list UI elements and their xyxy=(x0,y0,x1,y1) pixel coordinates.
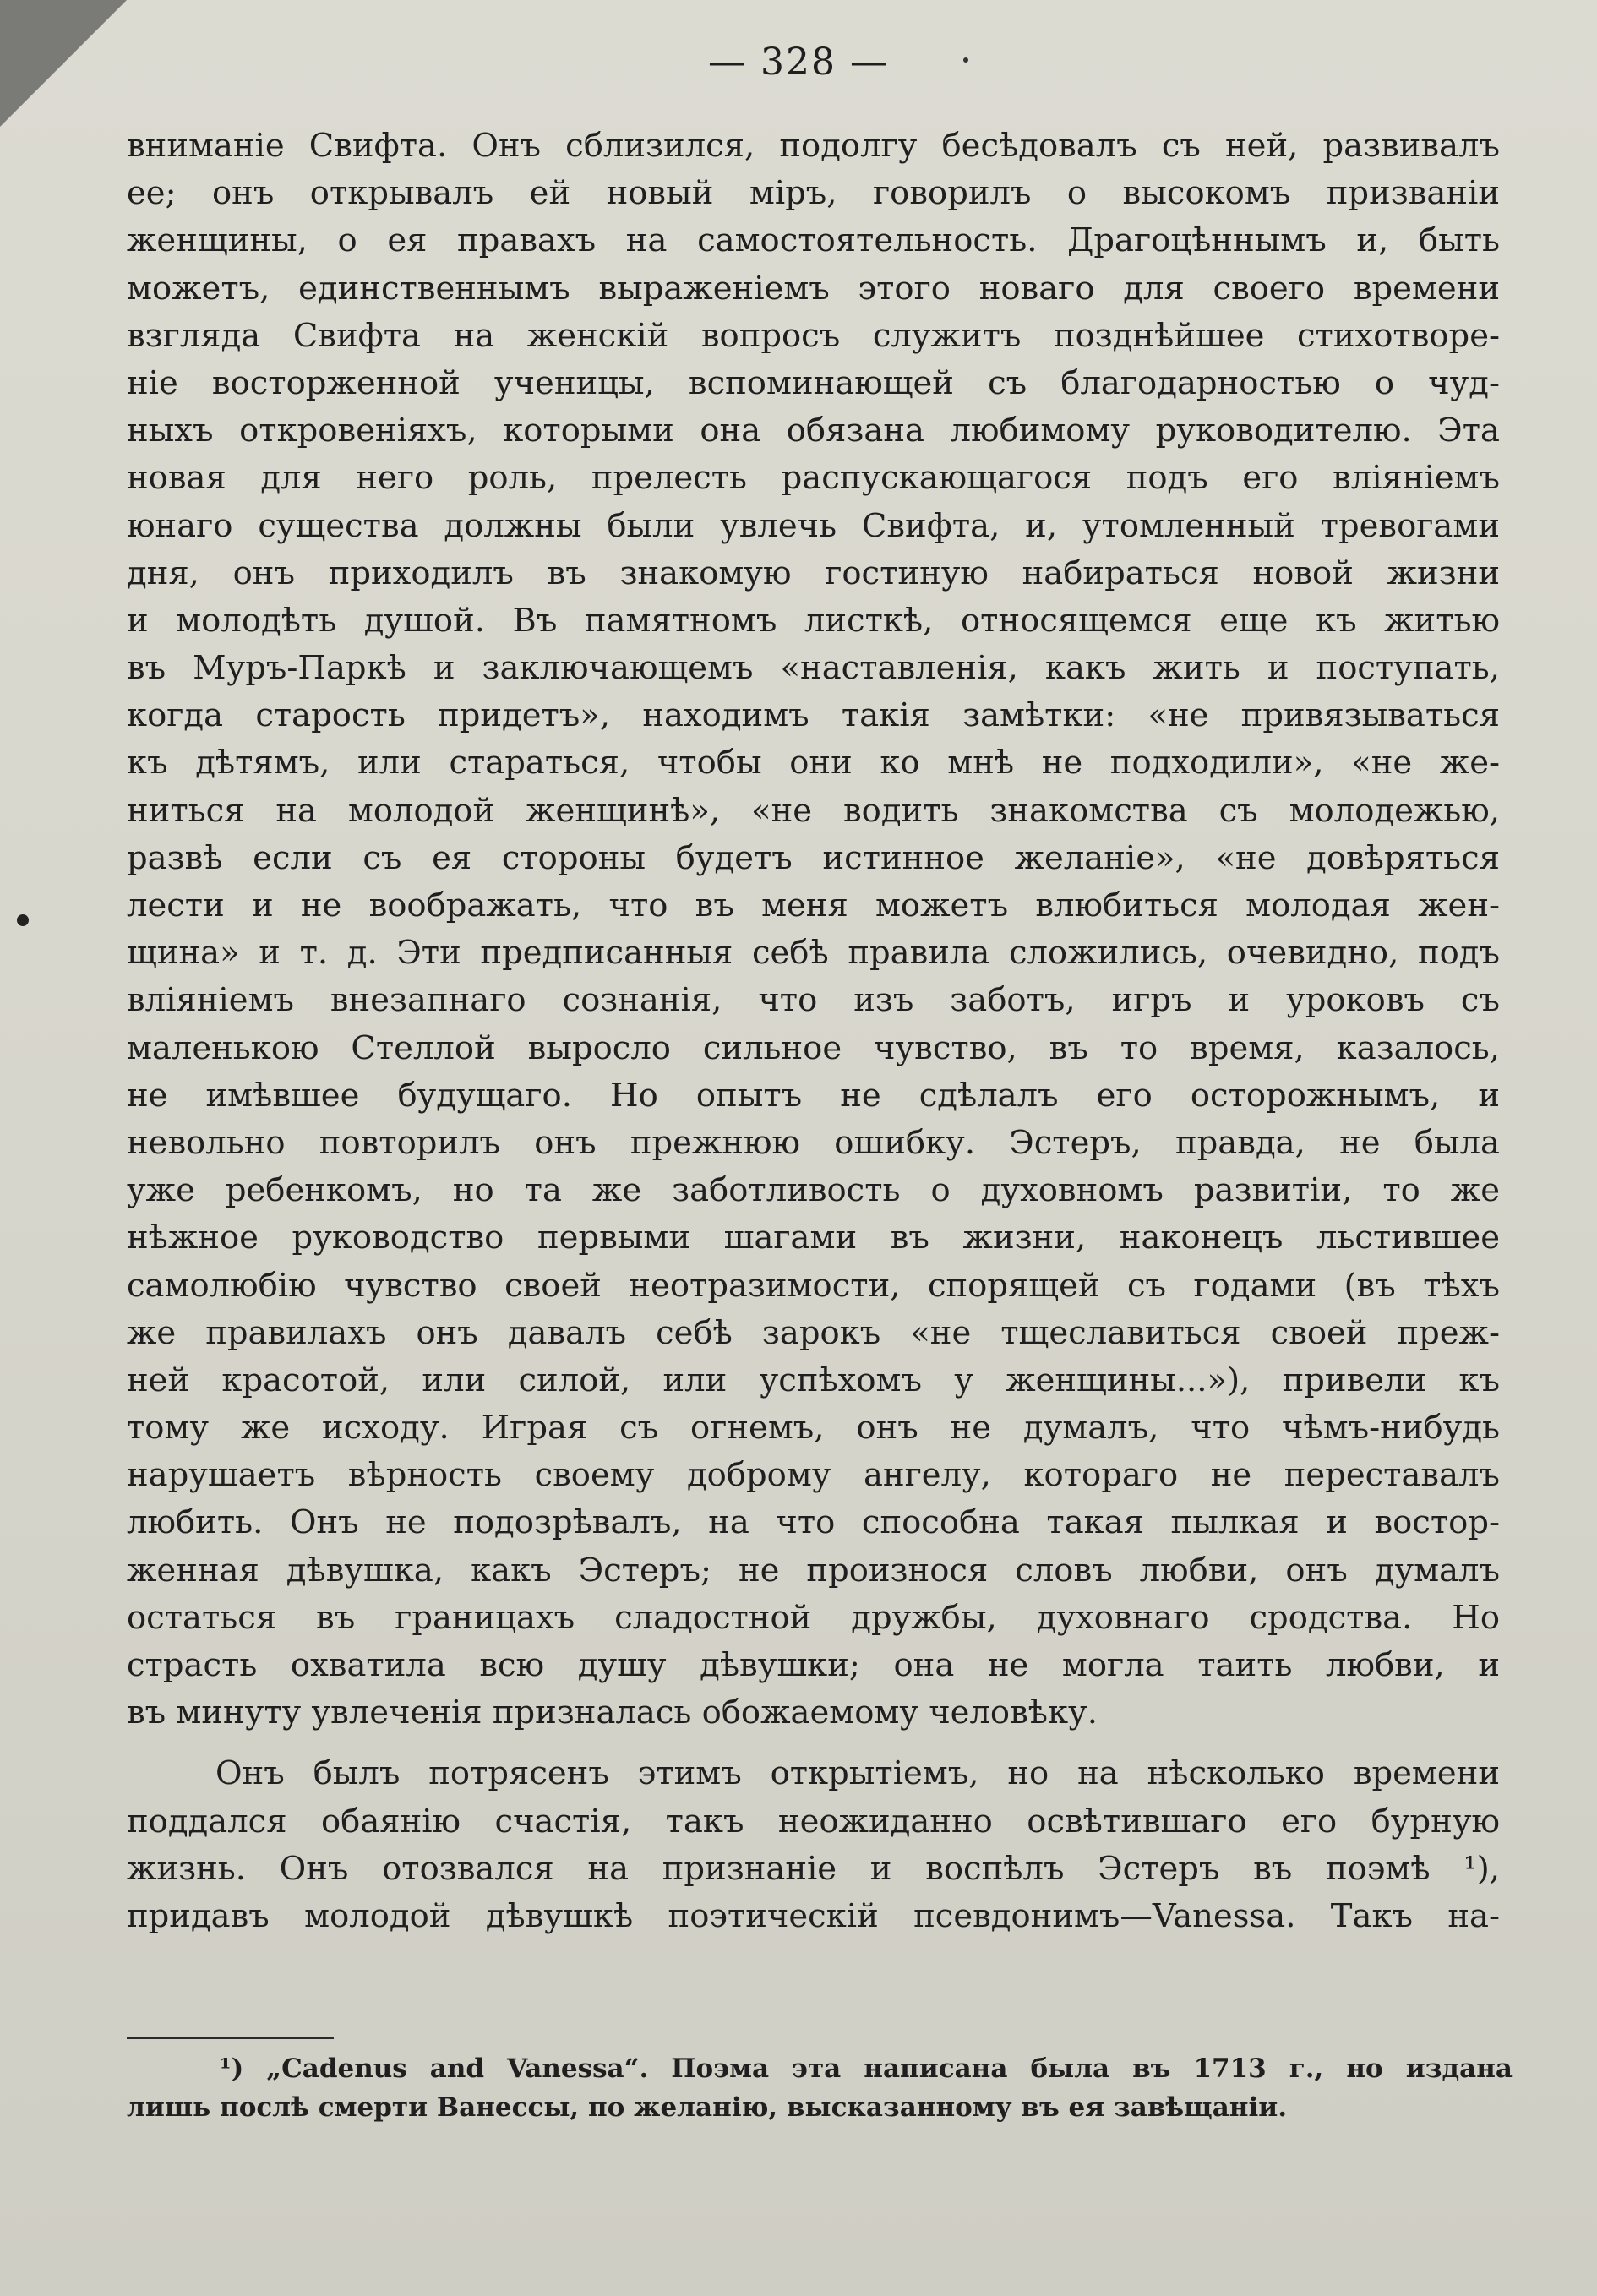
text-line: въ минуту увлеченія призналась обожаемому человѣку. xyxy=(127,1693,1098,1732)
text-line: жизнь. Онъ отозвался на признаніе и воспѣлъ Эстеръ въ поэмѣ ¹), xyxy=(127,1849,1500,1888)
text-line: придавъ молодой дѣвушкѣ поэтическій псевдонимъ—Vanessa. Такъ на- xyxy=(127,1896,1500,1935)
text-line: когда старость придетъ», находимъ такія замѣтки: «не привязываться xyxy=(127,696,1500,735)
text-line: уже ребенкомъ, но та же заботливость о духовномъ развитіи, то же xyxy=(127,1171,1500,1210)
text-line: не имѣвшее будущаго. Но опытъ не сдѣлалъ его осторожнымъ, и xyxy=(127,1076,1500,1115)
text-line: нѣжное руководство первыми шагами въ жизни, наконецъ льстившее xyxy=(127,1219,1500,1257)
paragraph-2 xyxy=(127,1750,1500,1940)
footnote xyxy=(127,2049,1513,2127)
text-line: нарушаетъ вѣрность своему доброму ангелу, котораго не переставалъ xyxy=(127,1456,1500,1495)
text-line: въ Муръ-Паркѣ и заключающемъ «наставленія, какъ жить и поступать, xyxy=(127,649,1500,688)
text-line: дня, онъ приходилъ въ знакомую гостиную набираться новой жизни xyxy=(127,554,1500,592)
text-line: юнаго существа должны были увлечь Свифта, и, утомленный тревогами xyxy=(127,506,1500,545)
text-line: и молодѣть душой. Въ памятномъ листкѣ, относящемся еще къ житью xyxy=(127,601,1500,640)
text-line: Онъ былъ потрясенъ этимъ открытіемъ, но на нѣсколько времени xyxy=(215,1754,1500,1793)
text-line: вліяніемъ внезапнаго сознанія, что изъ заботъ, игръ и уроковъ съ xyxy=(127,981,1500,1020)
text-line: щина» и т. д. Эти предписанныя себѣ правила сложились, очевидно, подъ xyxy=(127,934,1500,973)
footnote-line: ¹) „Cadenus and Vanessa“. Поэма эта написана была въ 1713 г., но издана xyxy=(220,2053,1513,2084)
footnote-divider xyxy=(127,2037,334,2039)
text-line: женщины, о ея правахъ на самостоятельность. Драгоцѣннымъ и, быть xyxy=(127,221,1500,260)
text-line: новая для него роль, прелесть распускающагося подъ его вліяніемъ xyxy=(127,459,1500,498)
text-line: маленькою Стеллой выросло сильное чувство, въ то время, казалось, xyxy=(127,1028,1500,1067)
text-line: невольно повторилъ онъ прежнюю ошибку. Эстеръ, правда, не была xyxy=(127,1123,1500,1162)
margin-ink-dot xyxy=(17,914,29,926)
text-line: взгляда Свифта на женскій вопросъ служитъ позднѣйшее стихотворе- xyxy=(127,316,1500,355)
page-number: — 328 — xyxy=(708,41,889,84)
text-line: ниться на молодой женщинѣ», «не водить знакомства съ молодежью, xyxy=(127,791,1500,830)
text-line: остаться въ границахъ сладостной дружбы, духовнаго сродства. Но xyxy=(127,1598,1500,1637)
text-line: развѣ если съ ея стороны будетъ истинное желаніе», «не довѣряться xyxy=(127,838,1500,877)
text-line: женная дѣвушка, какъ Эстеръ; не произнося словъ любви, онъ думалъ xyxy=(127,1551,1500,1590)
text-line: ніе восторженной ученицы, вспоминающей съ благодарностью о чуд- xyxy=(127,363,1500,402)
text-line: вниманіе Свифта. Онъ сблизился, подолгу бесѣдовалъ съ ней, развивалъ xyxy=(127,127,1500,165)
text-line: ныхъ откровеніяхъ, которыми она обязана любимому руководителю. Эта xyxy=(127,412,1500,450)
text-line: любить. Онъ не подозрѣвалъ, на что способна такая пылкая и востор- xyxy=(127,1503,1500,1542)
text-line: лести и не воображать, что въ меня можетъ влюбиться молодая жен- xyxy=(127,886,1500,924)
footnote-line: лишь послѣ смерти Ванессы, по желанію, высказанному въ ея завѣщаніи. xyxy=(127,2092,1288,2123)
text-line: страсть охватила всю душу дѣвушки; она не могла таить любви, и xyxy=(127,1646,1500,1684)
text-line: къ дѣтямъ, или стараться, чтобы они ко мнѣ не подходили», «не же- xyxy=(127,744,1500,783)
text-line: тому же исходу. Играя съ огнемъ, онъ не думалъ, что чѣмъ-нибудь xyxy=(127,1409,1500,1448)
text-line: же правилахъ онъ давалъ себѣ зарокъ «не тщеславиться своей преж- xyxy=(127,1313,1500,1352)
text-line: самолюбію чувство своей неотразимости, спорящей съ годами (въ тѣхъ xyxy=(127,1266,1500,1305)
text-line: можетъ, единственнымъ выраженіемъ этого новаго для своего времени xyxy=(127,269,1500,308)
paragraph-1 xyxy=(127,123,1500,1737)
text-line: ее; онъ открывалъ ей новый міръ, говорилъ о высокомъ призваніи xyxy=(127,174,1500,213)
text-line: поддался обаянію счастія, такъ неожиданно освѣтившаго его бурную xyxy=(127,1802,1500,1841)
body-text xyxy=(127,123,1500,1940)
text-line: ней красотой, или силой, или успѣхомъ у женщины...»), привели къ xyxy=(127,1361,1500,1399)
